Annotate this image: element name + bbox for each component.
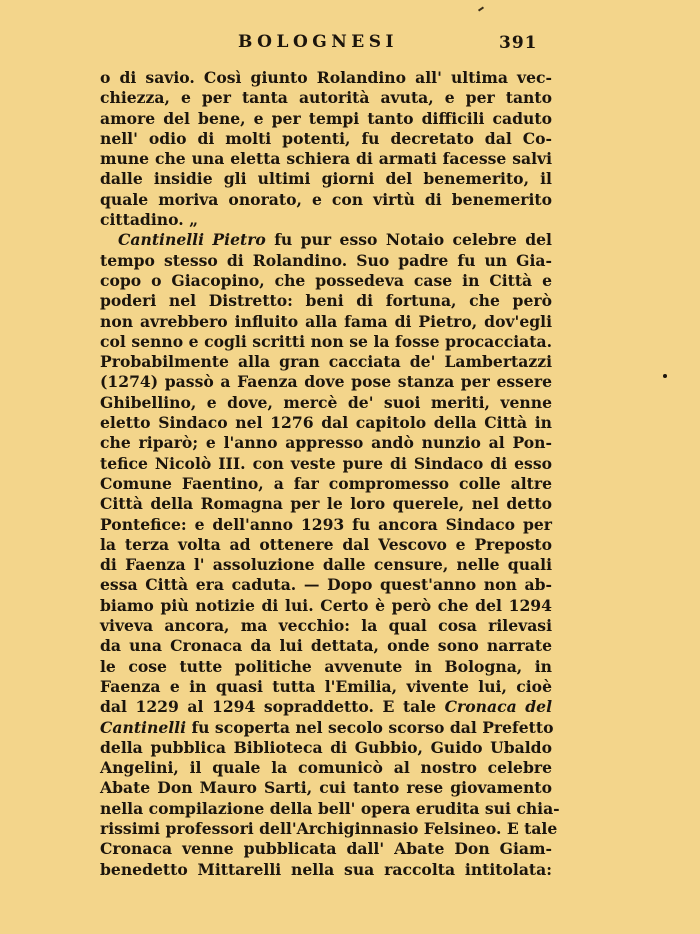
text-line: poderi nel Distretto: beni di fortuna, che però (100, 291, 552, 311)
text-line: tempo stesso di Rolandino. Suo padre fu un Gia- (100, 250, 552, 270)
text-line: Cantinelli fu scoperta nel secolo scorso dal Prefetto (100, 717, 554, 737)
italic-title: Cantinelli (100, 717, 187, 737)
text-line: che riparò; e l'anno appresso andò nunzio al Pon- (100, 433, 552, 453)
body-text (100, 68, 560, 880)
text-line: tefice Nicolò III. con veste pure di Sindaco di esso (100, 453, 552, 473)
text-line: benedetto Mittarelli nella sua raccolta intitolata: (100, 859, 552, 879)
text-line: viveva ancora, ma vecchio: la qual cosa rilevasi (100, 616, 552, 636)
text-line: nella compilazione della bell' opera erudita sui chia- (100, 798, 560, 818)
text-line: essa Città era caduta. — Dopo quest'anno non ab- (100, 575, 552, 595)
text-line: chiezza, e per tanta autorità avuta, e per tanto (100, 88, 552, 108)
text-line: le cose tutte politiche avvenute in Bologna, in (100, 656, 552, 676)
text-line: o di savio. Così giunto Rolandino all' ultima vec- (100, 68, 552, 87)
ink-spot (663, 374, 667, 378)
text-line: nell' odio di molti potenti, fu decretato dal Co- (100, 128, 552, 148)
text-line: dalle insidie gli ultimi giorni del benemerito, il (100, 169, 552, 189)
running-header-title: BOLOGNESI (238, 32, 398, 52)
text-line: non avrebbero influito alla fama di Pietro, dov'egli (100, 311, 552, 331)
text-line: dal 1229 al 1294 sopraddetto. E tale Cronaca del (100, 697, 552, 717)
text-line: Probabilmente alla gran cacciata de' Lambertazzi (100, 352, 552, 372)
italic-name: Cantinelli Pietro (118, 230, 266, 250)
text-line: Ghibellino, e dove, mercè de' suoi meriti, venne (100, 392, 552, 412)
text-line: la terza volta ad ottenere dal Vescovo e Preposto (100, 534, 552, 554)
italic-title: Cronaca del (444, 697, 552, 717)
text-line: Cronaca venne pubblicata dall' Abate Don Giam- (100, 839, 552, 859)
text-line: col senno e cogli scritti non se la fosse procacciata. (100, 331, 552, 351)
text-line: di Faenza l' assoluzione dalle censure, nelle quali (100, 555, 552, 575)
text-line: Città della Romagna per le loro querele, nel detto (100, 494, 552, 514)
text-line: Angelini, il quale la comunicò al nostro celebre (100, 758, 552, 778)
text-line: copo o Giacopino, che possedeva case in Città e (100, 270, 552, 290)
text-line: Comune Faentino, a far compromesso colle altre (100, 473, 552, 493)
text-line: Faenza e in quasi tutta l'Emilia, vivente lui, cioè (100, 676, 552, 696)
text-line: Abate Don Mauro Sarti, cui tanto rese giovamento (100, 778, 552, 798)
text-line: (1274) passò a Faenza dove pose stanza per essere (100, 372, 552, 392)
text-line: della pubblica Biblioteca di Gubbio, Guido Ubaldo (100, 737, 552, 757)
text-line: quale moriva onorato, e con virtù di benemerito (100, 189, 552, 209)
text-line: Cantinelli Pietro fu pur esso Notaio celebre del (118, 230, 552, 250)
text-line: rissimi professori dell'Archiginnasio Felsineo. E tale (100, 818, 558, 838)
text-line: amore del bene, e per tempi tanto difficili caduto (100, 108, 552, 128)
text-line: da una Cronaca da lui dettata, onde sono narrate (100, 636, 552, 656)
ink-mark (478, 6, 484, 11)
text-line: cittadino. „ (100, 210, 199, 230)
page-number: 391 (499, 33, 538, 53)
text-line: Pontefice: e dell'anno 1293 fu ancora Sindaco per (100, 514, 552, 534)
text-line: mune che una eletta schiera di armati facesse salvi (100, 149, 552, 169)
text-line: biamo più notizie di lui. Certo è però che del 1294 (100, 595, 552, 615)
text-line: eletto Sindaco nel 1276 dal capitolo della Città in (100, 413, 552, 433)
